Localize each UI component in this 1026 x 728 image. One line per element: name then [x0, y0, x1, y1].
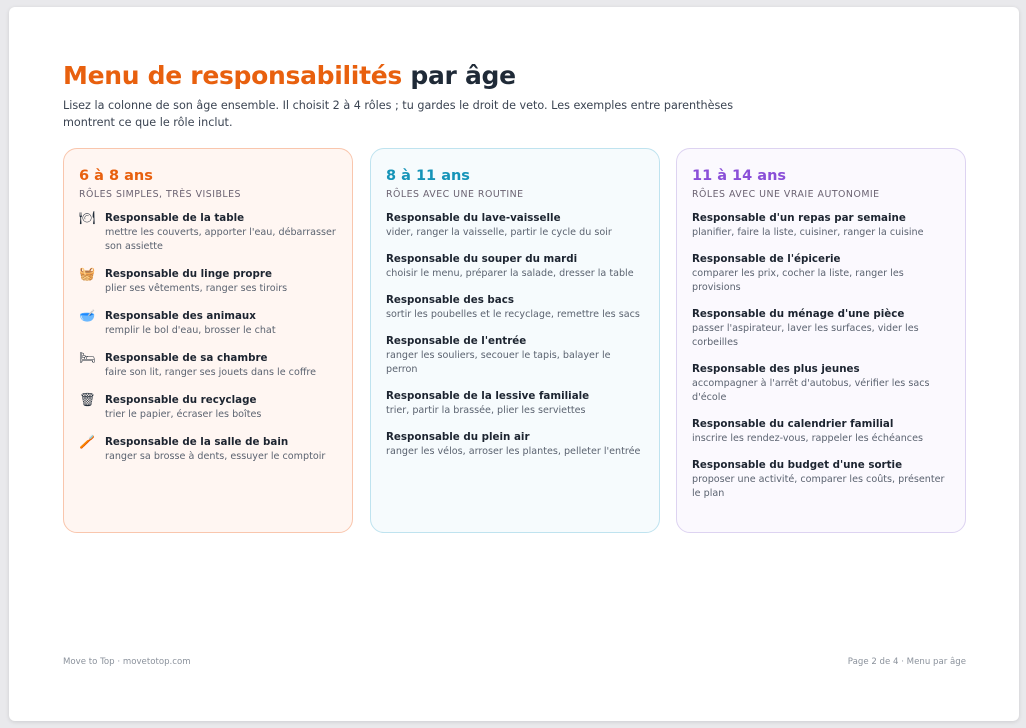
- column-subtitle: RÔLES SIMPLES, TRÈS VISIBLES: [79, 189, 242, 200]
- role-description: remplir le bol d'eau, brosser le chat: [105, 325, 276, 336]
- role-item: [386, 389, 644, 418]
- footer-brand: Move to Top · movetotop.com: [63, 657, 191, 667]
- role-item: [79, 351, 337, 380]
- footer-page-number: Page 2 de 4 · Menu par âge: [847, 657, 966, 667]
- role-item: [386, 252, 644, 281]
- role-title: Responsable du budget d'une sortie: [692, 459, 903, 471]
- role-title: Responsable d'un repas par semaine: [692, 212, 906, 224]
- toothbrush-icon: 🪥: [79, 435, 96, 450]
- column-title: 8 à 11 ans: [386, 168, 470, 184]
- page-title-highlight: Menu de responsabilités: [63, 61, 402, 90]
- role-description: comparer les prix, cocher la liste, ranger les provisions: [692, 268, 904, 293]
- role-description: ranger les vélos, arroser les plantes, pelleter l'entrée: [386, 446, 641, 457]
- role-title: Responsable de l'épicerie: [692, 253, 841, 265]
- role-description: plier ses vêtements, ranger ses tiroirs: [105, 283, 288, 294]
- role-description: inscrire les rendez-vous, rappeler les échéances: [692, 433, 923, 444]
- role-item: [692, 417, 950, 446]
- role-item: [79, 211, 337, 254]
- role-item: [386, 211, 644, 240]
- table-setting-icon: 🍽: [79, 211, 96, 226]
- age-column-8-11: [370, 148, 660, 533]
- role-item: [692, 458, 950, 501]
- role-list: [386, 211, 644, 459]
- role-title: Responsable du plein air: [386, 431, 530, 443]
- role-description: mettre les couverts, apporter l'eau, débarrasser son assiette: [105, 227, 336, 252]
- role-description: passer l'aspirateur, laver les surfaces, vider les corbeilles: [692, 323, 919, 348]
- role-item: [79, 309, 337, 338]
- page-title: [63, 61, 516, 90]
- age-column-11-14: [676, 148, 966, 533]
- role-item: [692, 362, 950, 405]
- role-item: [692, 307, 950, 350]
- role-title: Responsable du calendrier familial: [692, 418, 894, 430]
- folded-clothes-icon: 🧺: [79, 267, 96, 282]
- role-description: ranger sa brosse à dents, essuyer le comptoir: [105, 451, 326, 462]
- recycling-bin-icon: 🗑: [79, 393, 96, 408]
- role-title: Responsable du ménage d'une pièce: [692, 308, 905, 320]
- role-title: Responsable des animaux: [105, 310, 256, 322]
- column-subtitle: RÔLES AVEC UNE VRAIE AUTONOMIE: [692, 189, 880, 200]
- role-description: vider, ranger la vaisselle, partir le cycle du soir: [386, 227, 612, 238]
- role-item: [386, 430, 644, 459]
- role-description: proposer une activité, comparer les coûts, présenter le plan: [692, 474, 945, 499]
- role-title: Responsable du souper du mardi: [386, 253, 578, 265]
- role-title: Responsable de la salle de bain: [105, 436, 289, 448]
- column-title: 11 à 14 ans: [692, 168, 787, 184]
- role-title: Responsable de la table: [105, 212, 245, 224]
- role-description: choisir le menu, préparer la salade, dresser la table: [386, 268, 634, 279]
- pet-bowl-icon: 🥣: [79, 309, 96, 324]
- bed-icon: 🛏: [79, 351, 96, 366]
- role-title: Responsable de sa chambre: [105, 352, 268, 364]
- role-item: [692, 252, 950, 295]
- column-subtitle: RÔLES AVEC UNE ROUTINE: [386, 189, 524, 200]
- role-item: [386, 334, 644, 377]
- role-description: sortir les poubelles et le recyclage, remettre les sacs: [386, 309, 640, 320]
- role-item: [79, 393, 337, 422]
- column-title: 6 à 8 ans: [79, 168, 153, 184]
- document-page: [9, 7, 1019, 721]
- role-title: Responsable des bacs: [386, 294, 514, 306]
- role-description: planifier, faire la liste, cuisiner, ranger la cuisine: [692, 227, 924, 238]
- role-description: faire son lit, ranger ses jouets dans le coffre: [105, 367, 317, 378]
- role-item: [386, 293, 644, 322]
- role-description: trier, partir la brassée, plier les serviettes: [386, 405, 586, 416]
- role-item: [79, 435, 337, 464]
- age-column-6-8: [63, 148, 353, 533]
- intro-text: Lisez la colonne de son âge ensemble. Il choisit 2 à 4 rôles ; tu gardes le droit de veto. Les exemples entre parenthèses montrent ce que le rôle inclut.: [63, 99, 734, 129]
- role-title: Responsable des plus jeunes: [692, 363, 860, 375]
- role-list: [692, 211, 950, 501]
- role-item: [79, 267, 337, 296]
- role-title: Responsable de l'entrée: [386, 335, 527, 347]
- role-list: [79, 211, 337, 464]
- role-description: ranger les souliers, secouer le tapis, balayer le perron: [386, 350, 611, 375]
- role-title: Responsable de la lessive familiale: [386, 390, 590, 402]
- role-title: Responsable du recyclage: [105, 394, 257, 406]
- role-item: [692, 211, 950, 240]
- role-title: Responsable du linge propre: [105, 268, 272, 280]
- role-description: trier le papier, écraser les boîtes: [105, 409, 262, 420]
- role-description: accompagner à l'arrêt d'autobus, vérifier les sacs d'école: [692, 378, 930, 403]
- role-title: Responsable du lave-vaisselle: [386, 212, 561, 224]
- page-title-rest: par âge: [401, 61, 516, 90]
